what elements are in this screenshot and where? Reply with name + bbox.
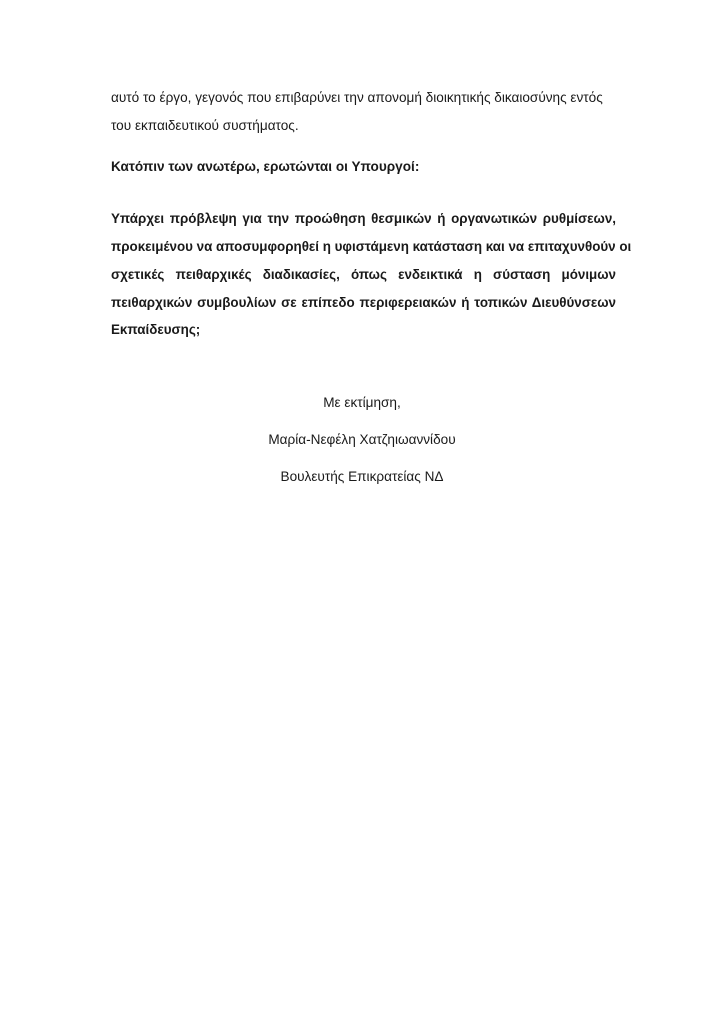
question-heading: Κατόπιν των ανωτέρω, ερωτώνται οι Υπουργοί: [111,159,420,174]
question-line-1: Υπάρχει πρόβλεψη για την προώθηση θεσμικών ή οργανωτικών ρυθμίσεων, [111,211,616,226]
question-line-4: πειθαρχικών συμβουλίων σε επίπεδο περιφερειακών ή τοπικών Διευθύνσεων [111,295,616,310]
question-line-2: προκειμένου να αποσυμφορηθεί η υφιστάμενη κατάσταση και να επιταχυνθούν οι [111,239,632,254]
intro-line-2: του εκπαιδευτικού συστήματος. [111,118,299,133]
closing-salutation: Με εκτίμηση, [323,395,401,410]
question-line-3: σχετικές πειθαρχικές διαδικασίες, όπως ενδεικτικά η σύσταση μόνιμων [111,267,616,282]
signatory-title: Βουλευτής Επικρατείας ΝΔ [280,469,444,484]
question-line-5: Εκπαίδευσης; [111,322,201,337]
signatory-name: Μαρία-Νεφέλη Χατζηιωαννίδου [268,432,456,447]
intro-line-1: αυτό το έργο, γεγονός που επιβαρύνει την απονομή διοικητικής δικαιοσύνης εντός [111,90,603,105]
